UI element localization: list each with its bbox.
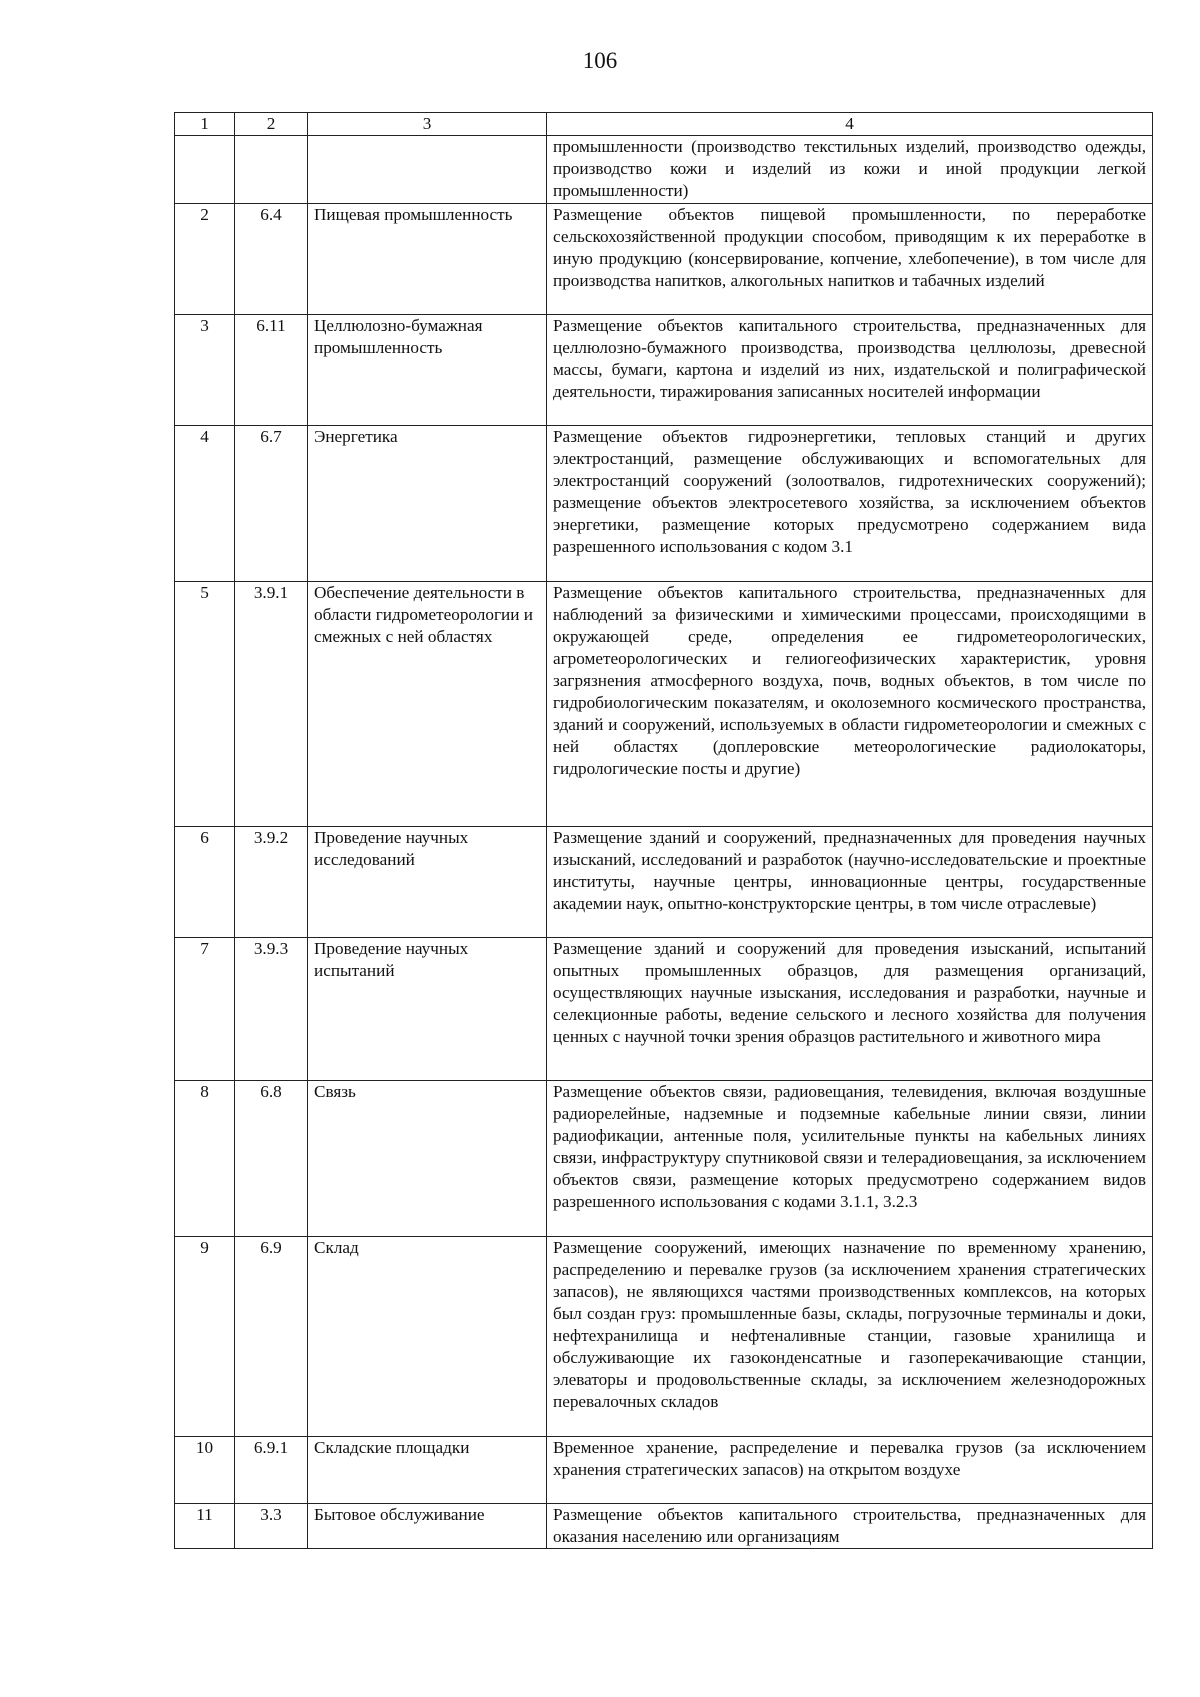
table-row <box>175 827 1153 938</box>
use-name: Бытовое обслуживание <box>308 1504 547 1549</box>
row-number: 7 <box>175 938 235 1081</box>
table-row <box>175 938 1153 1081</box>
use-description: Размещение объектов гидроэнергетики, тепловых станций и других электростанций, размещение обслуживающих и вспомогательных для электростанций сооружений (золоотвалов, гидротехнических сооружений); размещение объектов электросетевого хозяйства, за исключением объектов энергетики, размещение которых предусмотрено содержанием вида разрешенного использования с кодом 3.1 <box>547 426 1153 582</box>
use-code: 3.9.1 <box>235 582 308 827</box>
use-code: 6.8 <box>235 1081 308 1237</box>
use-description: Размещение объектов капитального строительства, предназначенных для оказания населению или организациям <box>547 1504 1153 1549</box>
row-number: 8 <box>175 1081 235 1237</box>
use-description: Размещение объектов пищевой промышленности, по переработке сельскохозяйственной продукции способом, приводящим к их переработке в иную продукцию (консервирование, копчение, хлебопечение), в том числе для производства напитков, алкогольных напитков и табачных изделий <box>547 204 1153 315</box>
use-name <box>308 136 547 204</box>
use-description: Временное хранение, распределение и перевалка грузов (за исключением хранения стратегических запасов) на открытом воздухе <box>547 1437 1153 1504</box>
use-code: 3.3 <box>235 1504 308 1549</box>
column-header-2: 2 <box>235 113 308 136</box>
use-description: Размещение объектов связи, радиовещания, телевидения, включая воздушные радиорелейные, надземные и подземные кабельные линии связи, линии радиофикации, антенные поля, усилительные пункты на кабельных линиях связи, инфраструктуру спутниковой связи и телерадиовещания, за исключением объектов связи, размещение которых предусмотрено содержанием видов разрешенного использования с кодами 3.1.1, 3.2.3 <box>547 1081 1153 1237</box>
table-row <box>175 1081 1153 1237</box>
table-row <box>175 1237 1153 1437</box>
use-name: Складские площадки <box>308 1437 547 1504</box>
table-row <box>175 204 1153 315</box>
use-name: Энергетика <box>308 426 547 582</box>
use-description: Размещение зданий и сооружений для проведения изысканий, испытаний опытных промышленных образцов, для размещения организаций, осуществляющих научные изыскания, исследования и разработки, научные и селекционные работы, ведение сельского и лесного хозяйства для получения ценных с научной точки зрения образцов растительного и животного мира <box>547 938 1153 1081</box>
land-use-table <box>174 112 1153 1549</box>
table-header-row <box>175 113 1153 136</box>
use-name: Связь <box>308 1081 547 1237</box>
use-description: Размещение сооружений, имеющих назначение по временному хранению, распределению и перевалке грузов (за исключением хранения стратегических запасов), не являющихся частями производственных комплексов, на которых был создан груз: промышленные базы, склады, погрузочные терминалы и доки, нефтехранилища и нефтеналивные станции, газовые хранилища и обслуживающие их газоконденсатные и газоперекачивающие станции, элеваторы и продовольственные склады, за исключением железнодорожных перевалочных складов <box>547 1237 1153 1437</box>
use-name: Обеспечение деятельности в области гидрометеорологии и смежных с ней областях <box>308 582 547 827</box>
use-code: 6.11 <box>235 315 308 426</box>
row-number <box>175 136 235 204</box>
use-code: 6.9.1 <box>235 1437 308 1504</box>
table-row <box>175 315 1153 426</box>
use-code: 3.9.3 <box>235 938 308 1081</box>
use-code: 6.4 <box>235 204 308 315</box>
use-name: Проведение научных испытаний <box>308 938 547 1081</box>
use-code: 6.9 <box>235 1237 308 1437</box>
column-header-3: 3 <box>308 113 547 136</box>
use-description: промышленности (производство текстильных изделий, производство одежды, производство кожи и изделий из кожи и иной продукции легкой промышленности) <box>547 136 1153 204</box>
row-number: 2 <box>175 204 235 315</box>
use-name: Проведение научных исследований <box>308 827 547 938</box>
row-number: 3 <box>175 315 235 426</box>
table-row <box>175 582 1153 827</box>
row-number: 5 <box>175 582 235 827</box>
use-description: Размещение объектов капитального строительства, предназначенных для целлюлозно-бумажного производства, производства целлюлозы, древесной массы, бумаги, картона и изделий из них, издательской и полиграфической деятельности, тиражирования записанных носителей информации <box>547 315 1153 426</box>
row-number: 9 <box>175 1237 235 1437</box>
column-header-4: 4 <box>547 113 1153 136</box>
column-header-1: 1 <box>175 113 235 136</box>
row-number: 6 <box>175 827 235 938</box>
table-row <box>175 1437 1153 1504</box>
row-number: 4 <box>175 426 235 582</box>
table-row <box>175 426 1153 582</box>
use-description: Размещение объектов капитального строительства, предназначенных для наблюдений за физическими и химическими процессами, происходящими в окружающей среде, определения ее гидрометеорологических, агрометеорологических и гелиогеофизических характеристик, уровня загрязнения атмосферного воздуха, почв, водных объектов, в том числе по гидробиологическим показателям, и околоземного космического пространства, зданий и сооружений, используемых в области гидрометеорологии и смежных с ней областях (доплеровские метеорологические радиолокаторы, гидрологические посты и другие) <box>547 582 1153 827</box>
use-code: 3.9.2 <box>235 827 308 938</box>
table-row <box>175 136 1153 204</box>
use-code: 6.7 <box>235 426 308 582</box>
use-name: Целлюлозно-бумажная промышленность <box>308 315 547 426</box>
row-number: 10 <box>175 1437 235 1504</box>
use-code <box>235 136 308 204</box>
use-name: Склад <box>308 1237 547 1437</box>
use-description: Размещение зданий и сооружений, предназначенных для проведения научных изысканий, исследований и разработок (научно-исследовательские и проектные институты, научные центры, инновационные центры, государственные академии наук, опытно-конструкторские центры, в том числе отраслевые) <box>547 827 1153 938</box>
use-name: Пищевая промышленность <box>308 204 547 315</box>
page-number: 106 <box>582 48 618 73</box>
row-number: 11 <box>175 1504 235 1549</box>
table-row <box>175 1504 1153 1549</box>
